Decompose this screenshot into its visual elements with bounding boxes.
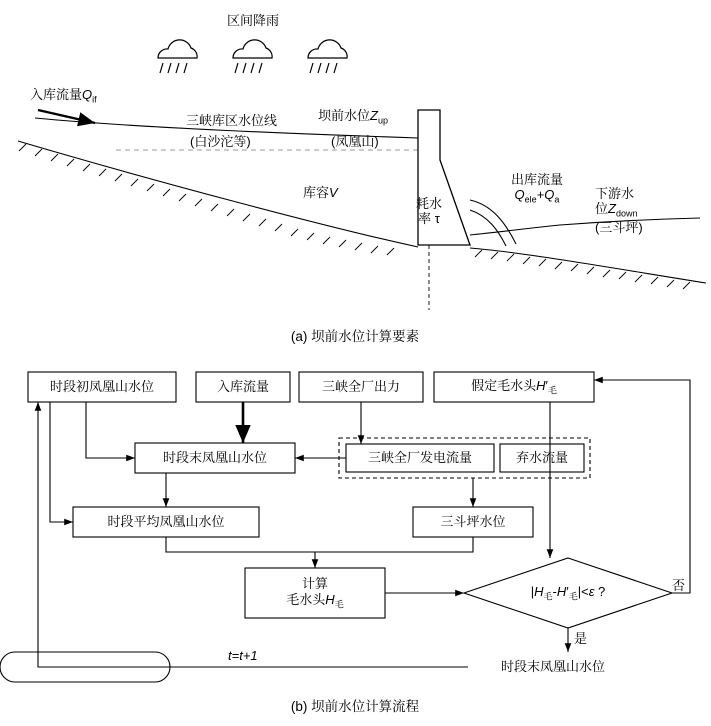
upstream-level-note: (凤凰山) bbox=[331, 134, 379, 149]
conn-decision-no bbox=[594, 380, 690, 593]
iteration-label: t=t+1 bbox=[228, 648, 258, 663]
box-label-b12[interactable]: 时段末凤凰山水位 bbox=[500, 659, 605, 675]
inflow-label: 入库流量$Q_{if}$ bbox=[30, 87, 97, 105]
outflow-label: 出库流量 $Q_{ele}+Q_a$ bbox=[510, 172, 564, 205]
conn-b8-down bbox=[166, 537, 315, 568]
box-label-b10[interactable]: 计算 毛水头$H_毛$ bbox=[286, 575, 344, 610]
box-label-b4[interactable]: 假定毛水头$H'_毛$ bbox=[471, 377, 557, 396]
box-label-b6[interactable]: 三峡全厂发电流量 bbox=[367, 450, 472, 466]
box-label-b1[interactable]: 时段初凤凰山水位 bbox=[49, 379, 154, 395]
storage-label: 库容V bbox=[303, 185, 338, 200]
box-label-b7[interactable]: 弃水流量 bbox=[515, 450, 568, 466]
reservoir-water-line-label: 三峡库区水位线 bbox=[186, 113, 278, 128]
panel-a-caption: (a) 坝前水位计算要素 bbox=[290, 329, 420, 344]
panel-b-caption: (b) 坝前水位计算流程 bbox=[290, 699, 420, 714]
conn-b1-left bbox=[50, 402, 73, 522]
downstream-level-label: 下游水 位$Z_{down}$ (三斗坪) bbox=[595, 186, 643, 235]
decision-label[interactable]: $|H_毛-H'_毛|<\varepsilon$ ? bbox=[530, 583, 606, 602]
box-label-b5[interactable]: 时段末凤凰山水位 bbox=[162, 450, 267, 466]
reservoir-water-line-sublabel: (白沙沱等) bbox=[190, 134, 251, 149]
box-label-b8[interactable]: 时段平均凤凰山水位 bbox=[107, 514, 225, 530]
box-label-b3[interactable]: 三峡全厂出力 bbox=[321, 379, 400, 395]
branch-label-no: 否 bbox=[672, 578, 686, 593]
rainfall-title: 区间降雨 bbox=[226, 13, 280, 28]
conn-b1-b5 bbox=[86, 402, 135, 458]
box-label-b2[interactable]: 入库流量 bbox=[216, 379, 269, 395]
upstream-level-label: 坝前水位$Z_{up}$ bbox=[318, 108, 388, 126]
branch-label-yes: 是 bbox=[574, 631, 588, 646]
box-label-b9[interactable]: 三斗坪水位 bbox=[440, 514, 506, 530]
consume-rate-label: 耗水 率 τ bbox=[415, 196, 443, 227]
conn-b9-down bbox=[315, 537, 473, 552]
